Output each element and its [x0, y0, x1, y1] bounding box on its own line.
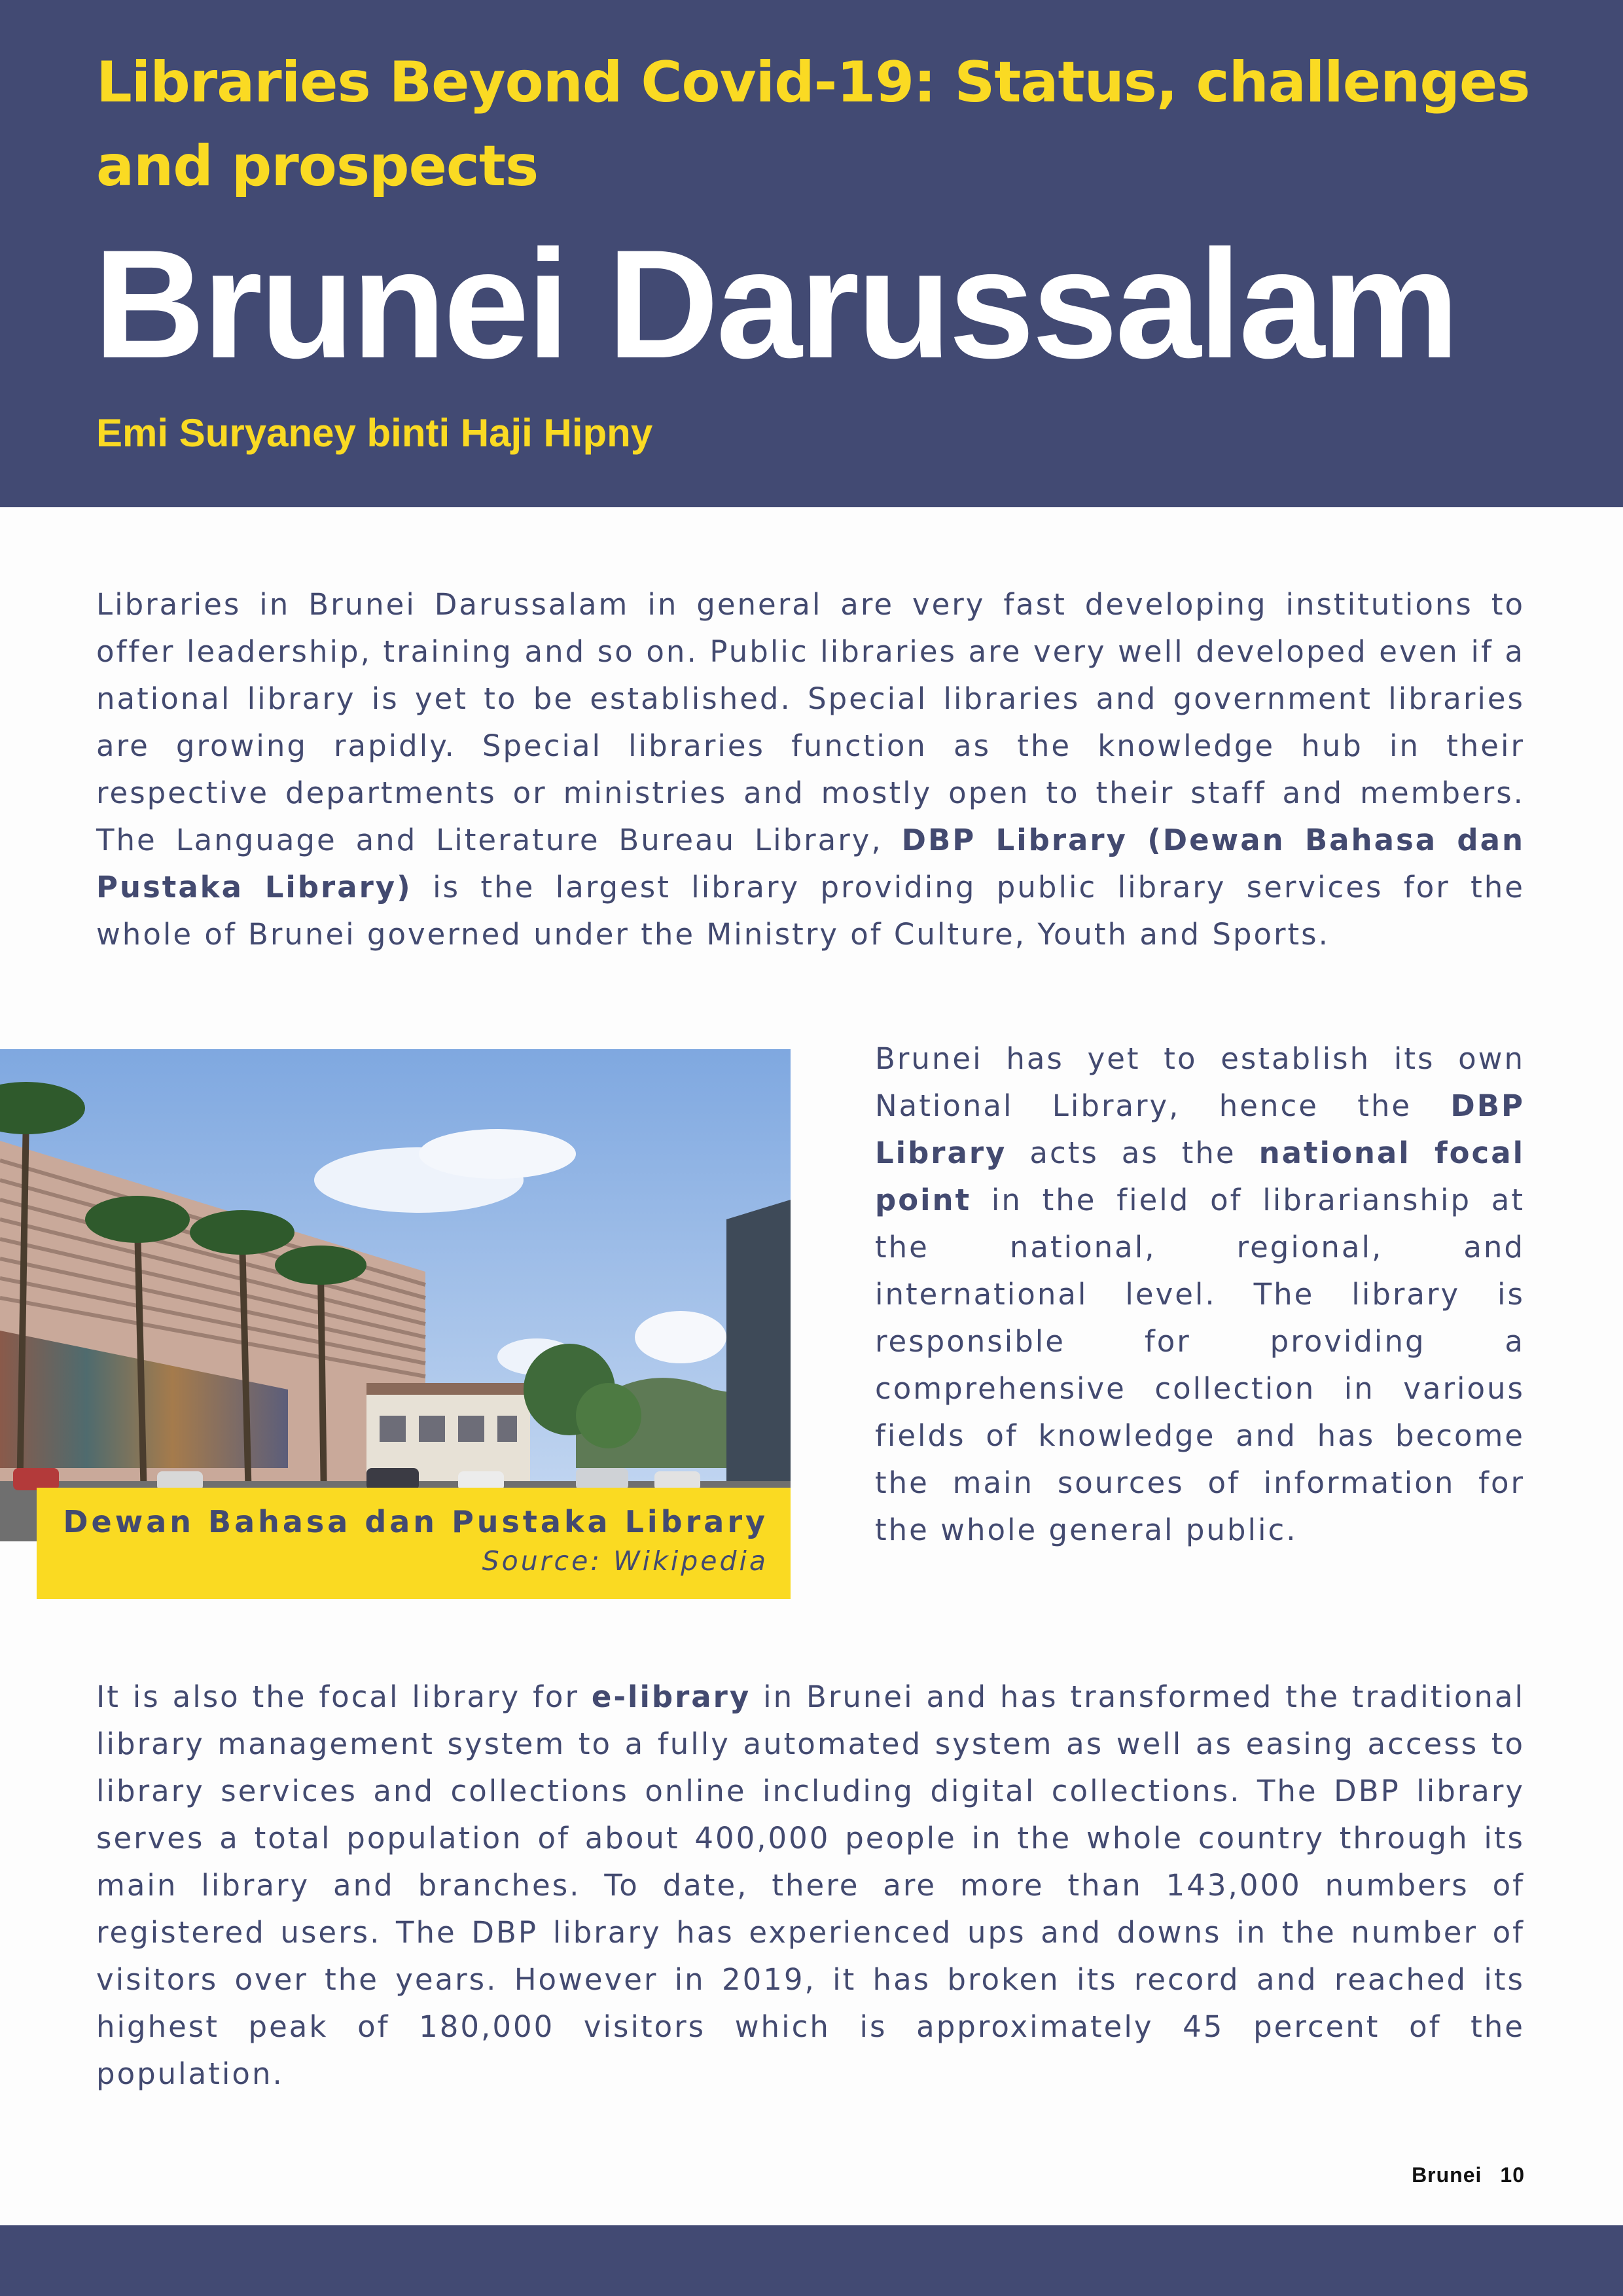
footer-section: Brunei [1412, 2163, 1482, 2187]
page-title: Brunei Darussalam [94, 218, 1457, 391]
bold-run: DBP Library [875, 1088, 1525, 1170]
text-run: Brunei has yet to establish its own National Library, hence the [875, 1041, 1525, 1123]
series-title: Libraries Beyond Covid-19: Status, challenges and prospects [96, 50, 1530, 199]
text-run: is the largest library providing public library services for the whole of Brunei governed under the Ministry of Culture, Youth and Sports. [96, 870, 1525, 952]
page-number: 10 [1500, 2163, 1525, 2187]
caption-title: Dewan Bahasa dan Pustaka Library [63, 1504, 768, 1539]
library-photo [0, 1049, 791, 1541]
e-library-paragraph [96, 1674, 1525, 2098]
bold-run: e-library [591, 1679, 751, 1714]
bold-run: national focal point [875, 1136, 1525, 1217]
caption-source: Source: Wikipedia [482, 1545, 768, 1577]
author-name: Emi Suryaney binti Haji Hipny [96, 411, 653, 455]
page-footer [1412, 2162, 1525, 2188]
text-run: It is also the focal library for [96, 1679, 592, 1714]
text-run: Libraries in Brunei Darussalam in general are very fast developing institutions to offer leadership, training and so on. Public libraries are very well developed even if a national library is yet to be established. Special libraries and government libraries are growing rapidly. Special libraries function as the knowledge hub in their respective departments or ministries and mostly open to their staff and members. The Language and Literature Bureau Library, [96, 587, 1525, 857]
text-run: acts as the [1007, 1136, 1259, 1170]
text-run: in the field of librarianship at the national, regional, and international level. The library is responsible for providing a comprehensive collection in various fields of knowledge and has become the main sources of information for the whole general public. [875, 1183, 1525, 1547]
focal-point-paragraph [875, 1035, 1525, 1554]
text-run: in Brunei and has transformed the traditional library management system to a fully automated system as well as easing access to library services and collections online including digital collections. The DBP library serves a total population of about 400,000 people in the whole country through its main library and branches. To date, there are more than 143,000 numbers of registered users. The DBP library has experienced ups and downs in the number of visitors over the years. However in 2019, it has broken its record and reached its highest peak of 180,000 visitors which is approximately 45 percent of the population. [96, 1679, 1525, 2091]
bold-run: DBP Library (Dewan Bahasa dan Pustaka Library) [96, 823, 1525, 905]
header-banner [0, 0, 1623, 507]
figure-caption [37, 1488, 791, 1599]
intro-paragraph [96, 581, 1525, 958]
footer-band [0, 2225, 1623, 2296]
